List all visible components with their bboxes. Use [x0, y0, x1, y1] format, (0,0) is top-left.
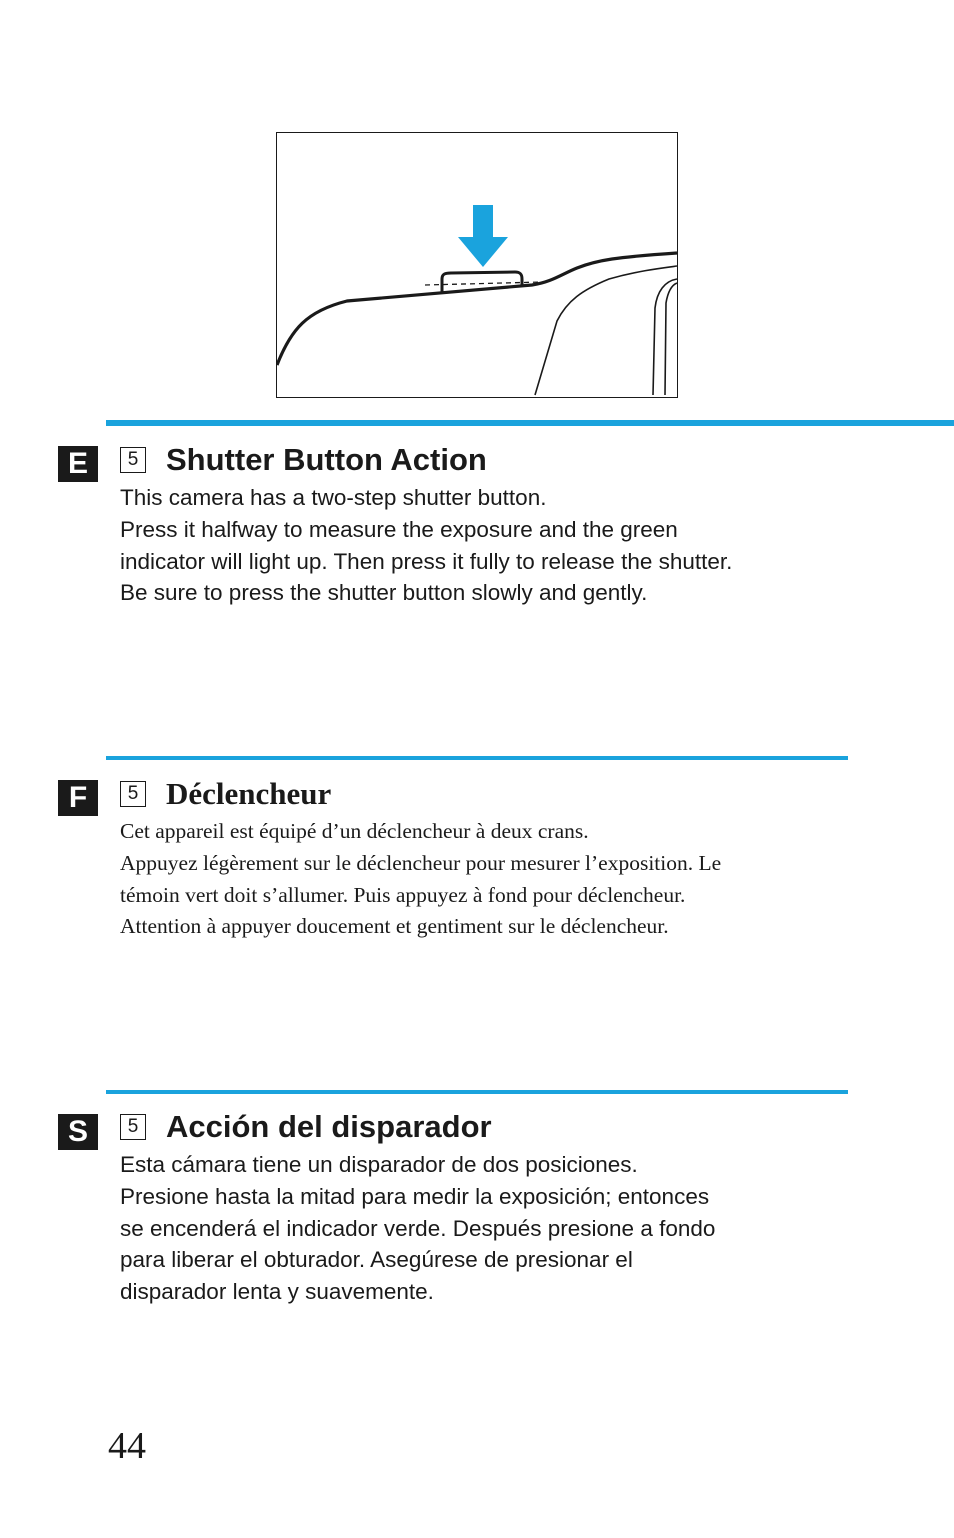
section-heading	[120, 1107, 860, 1147]
section-french	[120, 774, 860, 943]
section-heading	[120, 774, 860, 814]
shutter-illustration	[276, 132, 678, 398]
body-line: Press it halfway to measure the exposure and the green	[120, 516, 678, 542]
section-english	[120, 440, 860, 609]
body-line: Be sure to press the shutter button slowly and gently.	[120, 580, 648, 606]
section-title: Acción del disparador	[166, 1109, 492, 1144]
camera-top-outline	[277, 133, 677, 397]
section-body	[120, 816, 860, 943]
section-title: Déclencheur	[166, 776, 332, 811]
page-number: 44	[108, 1425, 146, 1467]
section-spanish	[120, 1107, 860, 1308]
section-divider-s	[106, 1090, 848, 1094]
section-divider-e	[106, 420, 954, 426]
body-line: témoin vert doit s’allumer. Puis appuyez à fond pour déclencheur.	[120, 882, 686, 907]
step-number: 5	[120, 1114, 146, 1140]
language-tab-french: F	[58, 780, 98, 816]
body-line: This camera has a two-step shutter button.	[120, 485, 547, 510]
body-line: indicator will light up. Then press it fully to release the shutter.	[120, 548, 733, 574]
section-body	[120, 482, 860, 609]
body-line: se encenderá el indicador verde. Después presione a fondo	[120, 1215, 716, 1241]
body-line: Cet appareil est équipé d’un déclencheur à deux crans.	[120, 819, 589, 843]
body-line: Presione hasta la mitad para medir la exposición; entonces	[120, 1183, 710, 1209]
language-tab-english: E	[58, 446, 98, 482]
body-line: Attention à appuyer doucement et gentiment sur le déclencheur.	[120, 914, 669, 939]
section-divider-f	[106, 756, 848, 760]
body-line: disparador lenta y suavemente.	[120, 1279, 434, 1305]
body-line: Esta cámara tiene un disparador de dos posiciones.	[120, 1152, 638, 1177]
step-number: 5	[120, 781, 146, 807]
body-line: para liberar el obturador. Asegúrese de presionar el	[120, 1247, 633, 1273]
body-line: Appuyez légèrement sur le déclencheur pour mesurer l’exposition. Le	[120, 850, 722, 875]
language-tab-spanish: S	[58, 1114, 98, 1150]
step-number: 5	[120, 447, 146, 473]
section-body	[120, 1149, 860, 1308]
section-title: Shutter Button Action	[166, 442, 487, 477]
press-down-arrow-icon	[458, 205, 508, 267]
section-heading	[120, 440, 860, 480]
